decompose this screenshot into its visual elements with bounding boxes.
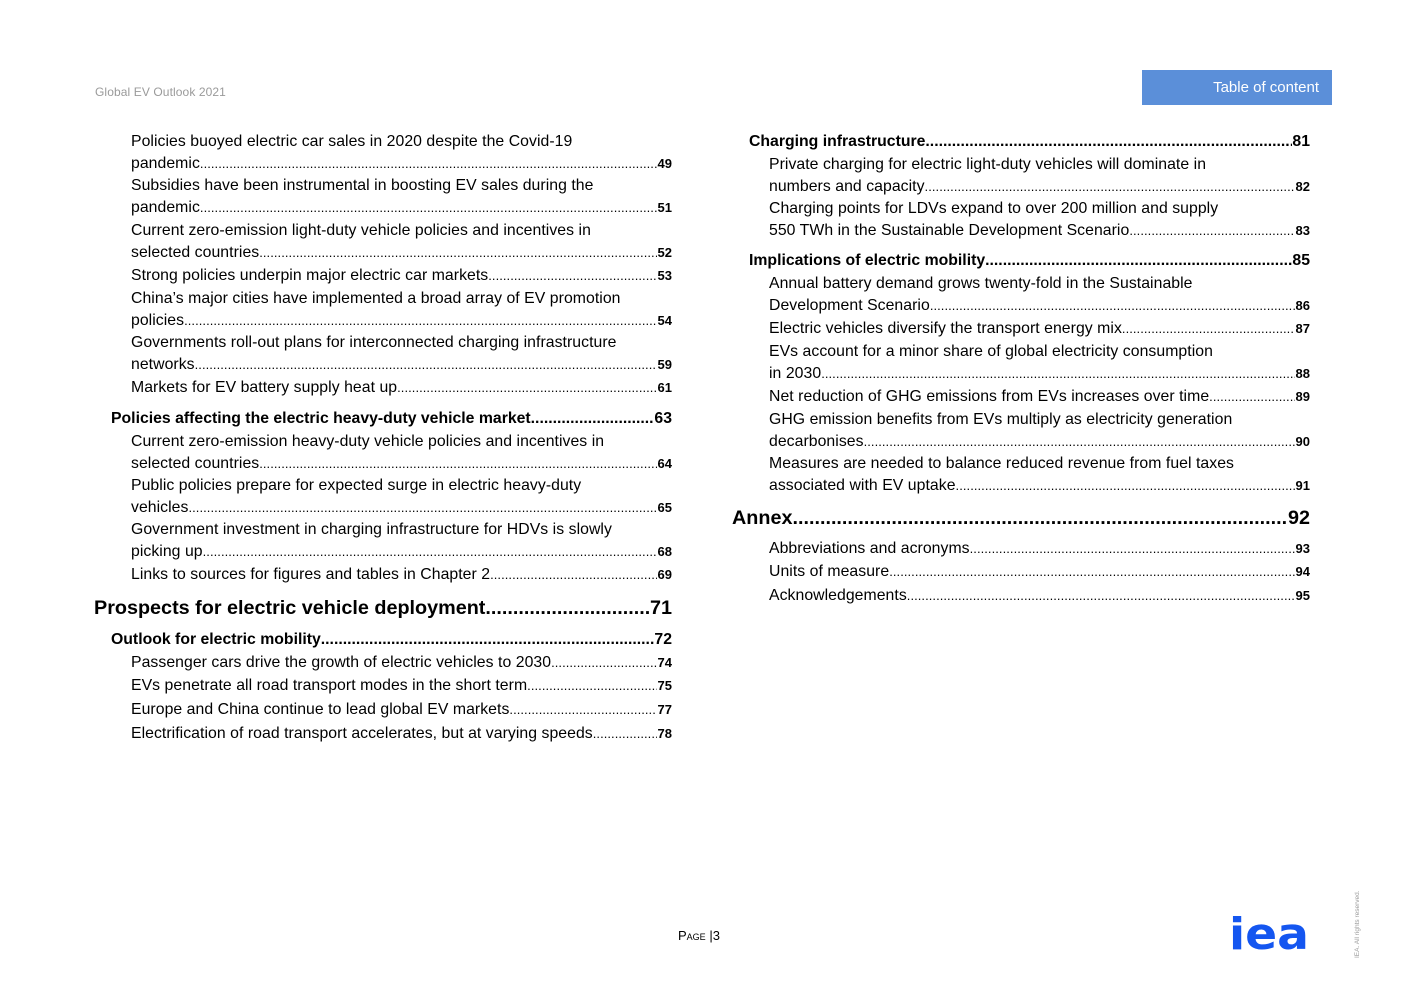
toc-entry-line xyxy=(131,377,672,399)
toc-entry[interactable] xyxy=(131,288,672,332)
toc-entry-line xyxy=(769,475,1310,497)
toc-entry-title: Passenger cars drive the growth of electric vehicles to 2030 xyxy=(131,654,552,671)
page-label: Page xyxy=(678,928,706,943)
toc-page-number: 54 xyxy=(657,312,672,328)
toc-page-number: 59 xyxy=(657,356,672,372)
toc-entry-line xyxy=(131,475,672,497)
toc-entry-title: GHG emission benefits from EVs multiply as electricity generation xyxy=(769,411,1233,428)
toc-entry-line xyxy=(131,564,672,586)
toc-dot-leader xyxy=(1209,386,1295,408)
toc-entry[interactable] xyxy=(111,629,672,651)
toc-dot-leader xyxy=(259,242,657,264)
toc-entry-line xyxy=(769,220,1310,242)
toc-dot-leader xyxy=(889,561,1295,583)
toc-entry-line xyxy=(131,220,672,242)
toc-dot-leader xyxy=(184,310,657,332)
toc-page-number: 88 xyxy=(1295,365,1310,381)
toc-entry-line xyxy=(769,363,1310,385)
iea-logo-icon xyxy=(1229,916,1309,952)
toc-entry[interactable] xyxy=(732,506,1310,530)
toc-page-number: 87 xyxy=(1295,321,1310,336)
toc-entry-line xyxy=(111,629,672,651)
toc-page-number: 86 xyxy=(1295,297,1310,313)
toc-page-number: 64 xyxy=(657,455,672,471)
toc-entry-title: Charging infrastructure xyxy=(749,133,926,150)
toc-entry-title: pandemic xyxy=(131,154,200,172)
toc-entry-line xyxy=(94,596,672,620)
toc-entry-title: pandemic xyxy=(131,198,200,216)
toc-entry-title: Private charging for electric light-duty vehicles will dominate in xyxy=(769,156,1207,173)
toc-dot-leader xyxy=(985,250,1292,272)
toc-entry-line xyxy=(769,176,1310,198)
toc-entry-line xyxy=(769,154,1310,176)
toc-dot-leader xyxy=(821,363,1295,385)
toc-page-number: 95 xyxy=(1295,588,1310,603)
toc-entry-line xyxy=(131,519,672,541)
toc-entry-title: Measures are needed to balance reduced revenue from fuel taxes xyxy=(769,455,1235,472)
toc-dot-leader xyxy=(509,699,657,721)
toc-entry-line xyxy=(769,198,1310,220)
toc-page-number: 94 xyxy=(1295,564,1310,579)
iea-logo-text: iea xyxy=(1229,916,1309,952)
toc-entry[interactable] xyxy=(94,596,672,620)
toc-entry-title: EVs account for a minor share of global electricity consumption xyxy=(769,343,1213,360)
toc-page-number: 85 xyxy=(1292,252,1310,269)
toc-entry-title: Units of measure xyxy=(769,563,890,580)
toc-page-number: 77 xyxy=(657,702,672,717)
toc-dot-leader xyxy=(551,652,657,674)
toc-dot-leader xyxy=(195,354,658,376)
toc-entry-title: Europe and China continue to lead global EV markets xyxy=(131,701,510,718)
toc-entry-line xyxy=(749,250,1310,272)
toc-entry-title: picking up xyxy=(131,542,203,560)
toc-entry[interactable] xyxy=(131,519,672,563)
toc-entry-line xyxy=(131,723,672,745)
toc-page-number: 81 xyxy=(1292,133,1310,150)
toc-entry-line xyxy=(769,295,1310,317)
toc-entry-title: Implications of electric mobility xyxy=(749,252,986,269)
toc-entry-line xyxy=(769,585,1310,607)
toc-dot-leader xyxy=(1122,318,1296,340)
toc-entry[interactable] xyxy=(131,652,672,674)
toc-entry-title: EVs penetrate all road transport modes in the short term xyxy=(131,677,528,694)
toc-page-number: 75 xyxy=(657,678,672,693)
toc-page-number: 71 xyxy=(649,597,672,619)
toc-entry[interactable] xyxy=(769,538,1310,560)
toc-entry-title: Links to sources for figures and tables in Chapter 2 xyxy=(131,566,491,583)
toc-entry-title: vehicles xyxy=(131,498,189,516)
toc-entry[interactable] xyxy=(131,431,672,475)
toc-dot-leader xyxy=(864,431,1296,453)
toc-entry-line xyxy=(131,242,672,264)
toc-entry[interactable] xyxy=(749,250,1310,272)
toc-entry-line xyxy=(131,453,672,475)
toc-entry-title: Policies buoyed electric car sales in 2020 despite the Covid-19 xyxy=(131,133,573,150)
toc-page-number: 68 xyxy=(657,543,672,559)
toc-dot-leader xyxy=(488,265,657,287)
toc-entry-title: China’s major cities have implemented a broad array of EV promotion xyxy=(131,290,621,307)
toc-entry-title: Electrification of road transport accelerates, but at varying speeds xyxy=(131,725,593,742)
toc-entry-line xyxy=(769,453,1310,475)
toc-entry-title: policies xyxy=(131,311,185,329)
toc-entry[interactable] xyxy=(769,409,1310,453)
toc-entry-title: Charging points for LDVs expand to over 200 million and supply xyxy=(769,200,1219,217)
toc-dot-leader xyxy=(956,475,1296,497)
toc-dot-leader xyxy=(593,723,658,745)
toc-entry-title: Abbreviations and acronyms xyxy=(769,540,970,557)
toc-page-number: 52 xyxy=(657,244,672,260)
toc-entry[interactable] xyxy=(769,273,1310,317)
toc-entry-title: Net reduction of GHG emissions from EVs increases over time xyxy=(769,388,1210,405)
toc-entry-line xyxy=(131,497,672,519)
toc-entry-title: Strong policies underpin major electric car markets xyxy=(131,267,489,284)
toc-entry[interactable] xyxy=(749,131,1310,153)
toc-entry-title: numbers and capacity xyxy=(769,177,925,195)
toc-entry[interactable] xyxy=(769,386,1310,408)
toc-dot-leader xyxy=(259,453,657,475)
toc-entry-line xyxy=(749,131,1310,153)
toc-page-number: 63 xyxy=(654,410,672,427)
toc-entry[interactable] xyxy=(131,220,672,264)
toc-entry-title: Acknowledgements xyxy=(769,587,907,604)
toc-page-number: 82 xyxy=(1295,178,1310,194)
document-title: Global EV Outlook 2021 xyxy=(95,85,226,99)
page-separator: | xyxy=(709,928,713,943)
toc-dot-leader xyxy=(527,675,657,697)
toc-entry-line xyxy=(131,541,672,563)
toc-dot-leader xyxy=(925,131,1292,153)
toc-page-number: 74 xyxy=(657,655,672,670)
toc-entry-title: Governments roll-out plans for interconnected charging infrastructure xyxy=(131,334,617,351)
toc-entry[interactable] xyxy=(131,675,672,697)
toc-dot-leader xyxy=(930,295,1296,317)
toc-dot-leader xyxy=(188,497,657,519)
toc-entry-line xyxy=(131,153,672,175)
toc-page-number: 53 xyxy=(657,268,672,283)
toc-page-number: 51 xyxy=(657,199,672,215)
toc-page-number: 72 xyxy=(654,631,672,648)
toc-entry-line xyxy=(732,506,1310,530)
toc-entry-line xyxy=(131,288,672,310)
toc-entry[interactable] xyxy=(111,408,672,430)
toc-entry[interactable] xyxy=(131,475,672,519)
toc-entry-title: Current zero-emission heavy-duty vehicle policies and incentives in xyxy=(131,433,605,450)
toc-entry[interactable] xyxy=(131,564,672,586)
toc-entry-title: Policies affecting the electric heavy-duty vehicle market xyxy=(111,410,531,427)
toc-entry-line xyxy=(769,273,1310,295)
toc-page-number: 49 xyxy=(657,155,672,171)
page-footer xyxy=(678,928,720,943)
toc-entry-title: Current zero-emission light-duty vehicle policies and incentives in xyxy=(131,222,591,239)
toc-entry-title: 550 TWh in the Sustainable Development Scenario xyxy=(769,221,1130,239)
toc-entry-title: Public policies prepare for expected surge in electric heavy-duty xyxy=(131,477,582,494)
toc-dot-leader xyxy=(792,506,1288,530)
toc-entry-line xyxy=(769,431,1310,453)
toc-page-number: 89 xyxy=(1295,389,1310,404)
toc-entry-title: Annex xyxy=(732,507,793,529)
toc-dot-leader xyxy=(200,197,658,219)
toc-dot-leader xyxy=(925,176,1296,198)
toc-entry-title: associated with EV uptake xyxy=(769,476,956,494)
toc-page-number: 93 xyxy=(1295,541,1310,556)
toc-entry[interactable] xyxy=(769,154,1310,198)
toc-entry[interactable] xyxy=(131,723,672,745)
toc-entry-title: Outlook for electric mobility xyxy=(111,631,321,648)
toc-entry[interactable] xyxy=(131,131,672,175)
toc-page-number: 91 xyxy=(1295,477,1310,493)
toc-page-number: 61 xyxy=(657,380,672,395)
toc-entry-line xyxy=(769,409,1310,431)
toc-entry-title: Development Scenario xyxy=(769,296,930,314)
toc-entry-title: Electric vehicles diversify the transport energy mix xyxy=(769,320,1122,337)
toc-entry[interactable] xyxy=(769,453,1310,497)
table-of-content-tab[interactable]: Table of content xyxy=(1142,70,1332,105)
toc-dot-leader xyxy=(907,585,1296,607)
toc-page-number: 92 xyxy=(1287,507,1310,529)
toc-entry-line xyxy=(131,310,672,332)
toc-entry-line xyxy=(769,538,1310,560)
toc-dot-leader xyxy=(1129,220,1295,242)
toc-entry-title: Prospects for electric vehicle deployment xyxy=(94,597,486,619)
toc-entry-title: selected countries xyxy=(131,454,260,472)
toc-entry[interactable] xyxy=(131,699,672,721)
toc-dot-leader xyxy=(203,541,658,563)
toc-entry[interactable] xyxy=(769,561,1310,583)
toc-entry-line xyxy=(131,197,672,219)
toc-dot-leader xyxy=(485,596,650,620)
toc-entry-line xyxy=(131,131,672,153)
toc-dot-leader xyxy=(970,538,1296,560)
toc-entry[interactable] xyxy=(769,585,1310,607)
toc-entry-line xyxy=(111,408,672,430)
toc-entry[interactable] xyxy=(131,377,672,399)
toc-entry[interactable] xyxy=(131,175,672,219)
toc-page-number: 83 xyxy=(1295,222,1310,238)
toc-entry-line xyxy=(131,652,672,674)
toc-page-number: 78 xyxy=(657,726,672,741)
toc-entry[interactable] xyxy=(769,318,1310,340)
toc-entry[interactable] xyxy=(769,198,1310,242)
toc-entry-title: Government investment in charging infrastructure for HDVs is slowly xyxy=(131,521,612,538)
toc-entry[interactable] xyxy=(769,341,1310,385)
toc-entry-title: Subsidies have been instrumental in boosting EV sales during the xyxy=(131,177,594,194)
toc-page-number: 65 xyxy=(657,499,672,515)
toc-entry-line xyxy=(769,341,1310,363)
toc-entry-line xyxy=(131,675,672,697)
toc-dot-leader xyxy=(321,629,655,651)
toc-entry-title: networks xyxy=(131,355,195,373)
toc-entry[interactable] xyxy=(131,265,672,287)
toc-entry-line xyxy=(769,386,1310,408)
toc-entry-title: Annual battery demand grows twenty-fold in the Sustainable xyxy=(769,275,1193,292)
toc-entry-title: Markets for EV battery supply heat up xyxy=(131,379,398,396)
toc-entry-title: in 2030 xyxy=(769,364,822,382)
toc-entry-line xyxy=(131,431,672,453)
toc-dot-leader xyxy=(200,153,658,175)
toc-entry-line xyxy=(769,561,1310,583)
toc-entry-title: selected countries xyxy=(131,243,260,261)
toc-page-number: 90 xyxy=(1295,433,1310,449)
rights-notice: IEA. All rights reserved. xyxy=(1354,890,1361,958)
toc-entry[interactable] xyxy=(131,332,672,376)
toc-entry-line xyxy=(131,175,672,197)
toc-entry-line xyxy=(131,332,672,354)
toc-entry-title: decarbonises xyxy=(769,432,864,450)
toc-page-number: 69 xyxy=(657,567,672,582)
toc-entry-line xyxy=(131,265,672,287)
toc-dot-leader xyxy=(531,408,655,430)
toc-entry-line xyxy=(131,699,672,721)
toc-dot-leader xyxy=(397,377,657,399)
toc-dot-leader xyxy=(490,564,657,586)
toc-entry-line xyxy=(769,318,1310,340)
page-number: 3 xyxy=(712,928,720,943)
toc-entry-line xyxy=(131,354,672,376)
